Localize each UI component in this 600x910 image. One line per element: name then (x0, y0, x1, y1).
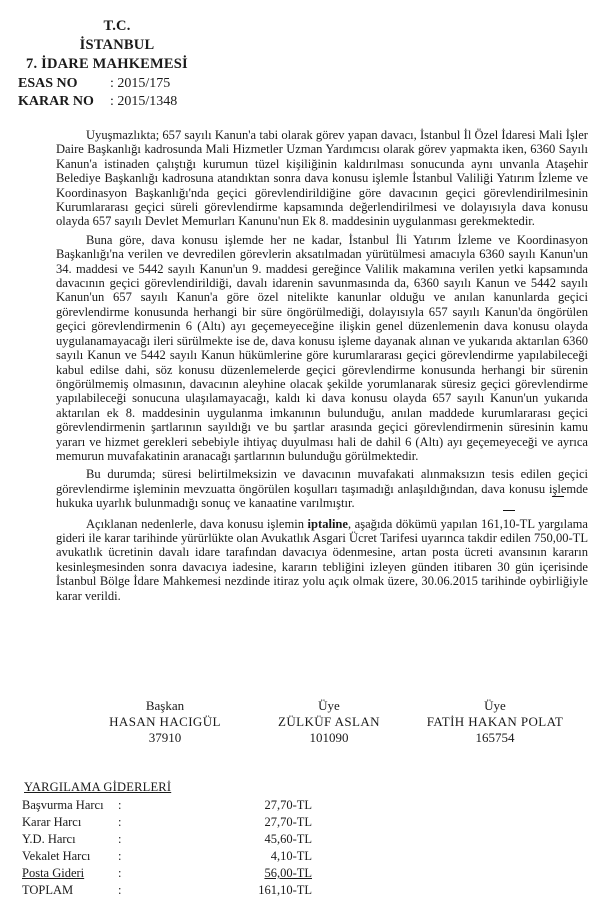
paragraph-4 (56, 517, 588, 603)
esas-no-row (18, 76, 170, 92)
header-tc: T.C. (103, 18, 131, 34)
paragraph-3-line-2: geçici görevlendirme işleminin mevzuatta öngörülen koşulları taşımadığı anlaşıldığından, dava (56, 467, 588, 496)
paragraph-4-pre: Açıklanan nedenlerle, dava konusu işlemin (86, 516, 308, 531)
signature-member-1 (244, 698, 414, 746)
karar-no-row (18, 94, 177, 110)
expense-amount: 27,70-TL (264, 798, 312, 812)
signature-role: Başkan (145, 698, 185, 713)
expense-amount: 56,00-TL (264, 866, 312, 880)
expense-amount: 27,70-TL (264, 815, 312, 829)
expense-total-label: TOPLAM (22, 883, 74, 897)
header-court: 7. İDARE MAHKEMESİ (26, 56, 188, 72)
signature-member-2 (410, 698, 580, 746)
expense-colon: : (118, 866, 122, 880)
expense-row (22, 798, 312, 815)
paragraph-4-post: , aşağıda dökümü yapılan 161,10-TL yargılama gideri ile karar tarihinde yürürlükte olan Avukatlık Asgari Ücret Tarifesi uyarınca takdir edilen 750,00-TL avukatlık ücretinin davalı idare tarafından davacıya ödenmesine, artan posta ücreti avansının kararın kesinleşmesinden sonra davacıya iadesine, kararın tebliğini izleyen günden itibaren 30 gün içerisinde İstanbul Bölge İdare Mahkemesi nezdinde itiraz yolu açık olmak üzere, 30.06.2015 tarihinde oybirliğiyle karar verildi. (56, 516, 588, 603)
expense-total-row (22, 883, 312, 900)
signature-name: FATİH HAKAN POLAT (426, 714, 564, 729)
karar-no-value: : 2015/1348 (110, 94, 178, 109)
header-city: İSTANBUL (79, 37, 155, 53)
expense-amount: 45,60-TL (264, 832, 312, 846)
expense-total-colon: : (118, 883, 122, 897)
expense-amount: 4,10-TL (270, 849, 312, 863)
signature-role: Üye (484, 698, 506, 713)
signature-role: Üye (318, 698, 340, 713)
paragraph-3-line-3: konusu işlemde hukuka uyarlık bulunmadığı sonuç ve kanaatine varılmıştır. (56, 481, 588, 511)
expense-row (22, 832, 312, 849)
paragraph-1: Uyuşmazlıkta; 657 sayılı Kanun'a tabi olarak görev yapan davacı, İstanbul İl Özel İdaresi Mali İşler Daire Başkanlığı kadrosunda Mali Hizmetler Uzman Yardımcısı olarak görev yapmakta iken, 6360 Sayılı Kanun'a istinaden çalıştığı kurumun tüzel kişiliğinin kaldırılması sonucunda aynı unvanla Ataşehir Belediye Başkanlığı kadrosuna atandıktan sonra dava konusu işlemle İstanbul Valiliği Yatırım İzleme ve Koordinasyon Başkanlığı'nda geçici görevlendirildiğine göre davacının geçici görevlendirilmesinin Kurumlararası geçici süreli görevlendirme kapsamında değerlendirilmesi ve dolayısıyla dava konusu olayda 657 sayılı Devlet Memurları Kanunu'nun Ek 8. maddesinin uygulanması gerekmektedir. (56, 128, 588, 229)
expense-colon: : (118, 798, 122, 812)
signature-number: 37910 (148, 730, 182, 745)
expense-colon: : (118, 849, 122, 863)
paragraph-3-line-1: Bu durumda; süresi belirtilmeksizin ve davacının muvafakati alınmaksızın tesis edilen (86, 467, 552, 482)
expense-colon: : (118, 815, 122, 829)
expense-row (22, 815, 312, 832)
expense-total-amount: 161,10-TL (258, 883, 312, 897)
expense-colon: : (118, 832, 122, 846)
esas-no-value: : 2015/175 (110, 76, 171, 91)
signature-name: ZÜLKÜF ASLAN (278, 714, 380, 729)
paragraph-2: Buna göre, dava konusu işlemde her ne kadar, İstanbul İli Yatırım İzleme ve Koordinasyon Başkanlığı'na verilen ve devredilen görevlerin aksatılmadan yürütülmesi amacıyla 6360 sayılı Kanun'un 34. maddesi ve 5442 sayılı Kanun'un 9. maddesi gereğince Valilik makamına verilen yetki kapsamında davacının geçici görevlendirildiği, davalı idarenin savunmasında da, 6360 sayılı Kanun ve 5442 sayılı Kanun'un 657 sayılı Kanun'a göre özel nitelikte kanunlar olduğu ve anılan kanunlarda geçici görevlendirme konusunda herhangi bir süre öngörülmediği, dolayısıyla 657 sayılı Kanun'da öngörülen geçici görevlendirmenin 6 (Altı) ayı geçemeyeceğine ilişkin genel düzenlemenin dava konusu olayda uygulanamayacağı ileri sürülmekte ise de, dava konusu işleme dayanak alınan ve yukarıda aktarılan 6360 sayılı Kanun ve 5442 sayılı Kanun hükümlerine göre kurumlararası geçici görevlendirme yapılabileceği kabul edilse dahi, söz konusu düzenlemelerde geçici görevlendirme konusunda herhangi bir sürenin öngörülmemiş olmasının, davacının aleyhine olacak şekilde yorumlanarak süresiz geçici görevlendirme yapılabileceği sonucuna ulaşılamayacağı, kaldı ki dava konusu olayda 657 sayılı Kanun'un yukarıda aktarılan ek 8. maddesinin uygulanma imkanının bulunduğu, anılan maddede kurumlararası geçici görevlendirmenin şartlarının sayıldığı ve bu şartlar arasında geçici görevlendirmenin süresinin kamu yararı ve hizmet gerekleri sebebiyle ihtiyaç duyulması hali de dahil 6 (Altı) ayı geçemeyeceği ve ayrıca memurun muvafakatinin aranacağı şartlarının bulunduğu görülmektedir. (56, 232, 588, 463)
expense-label: Y.D. Harcı (22, 832, 76, 846)
expenses-title: YARGILAMA GİDERLERİ (24, 780, 172, 794)
expense-label: Posta Gideri (22, 866, 85, 880)
expense-label: Vekalet Harcı (22, 849, 91, 863)
paragraph-4-bold: iptaline (307, 516, 348, 531)
paragraph-3 (56, 467, 588, 510)
signature-president (80, 698, 250, 746)
signature-number: 165754 (475, 730, 515, 745)
signature-name: HASAN HACIGÜL (109, 714, 221, 729)
expense-row (22, 866, 312, 883)
decision-body (56, 128, 588, 603)
esas-no-label: ESAS NO (18, 76, 78, 91)
expense-label: Başvurma Harcı (22, 798, 104, 812)
expense-label: Karar Harcı (22, 815, 82, 829)
expenses-table (22, 798, 312, 900)
expense-row (22, 849, 312, 866)
signature-number: 101090 (309, 730, 349, 745)
karar-no-label: KARAR NO (18, 94, 94, 109)
